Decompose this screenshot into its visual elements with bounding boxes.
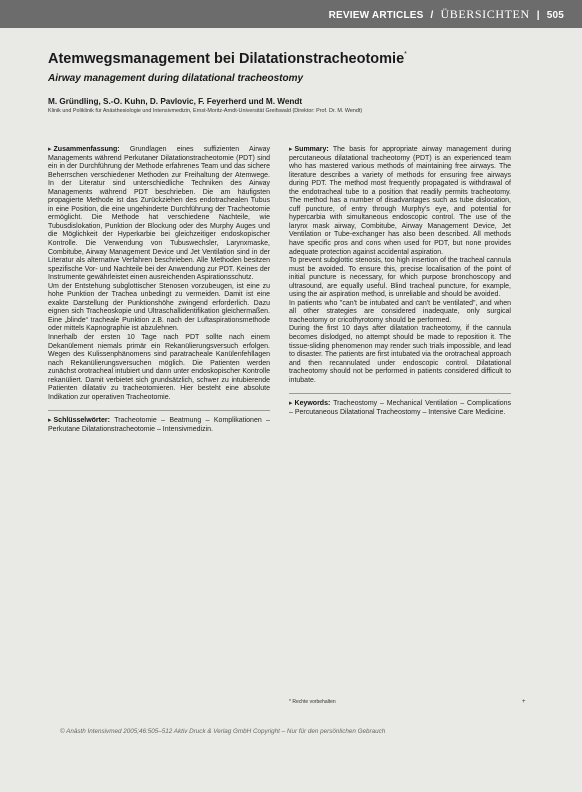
section-de: ÜBERSICHTEN	[440, 7, 530, 21]
header-bar	[0, 0, 582, 28]
german-keywords	[48, 417, 270, 434]
column-divider	[289, 393, 511, 394]
affiliation: Klinik und Poliklinik für Anästhesiologie und Intensivmedizin, Ernst-Moritz-Arndt-Universität Greifswald (Direktor: Prof. Dr. M. Wendt)	[48, 108, 363, 114]
german-summary-text-1: Grundlagen eines suffizienten Airway Managements während Perkutaner Dilatationstracheotomie (PDT) sind ein in der Durchführung der Methode erfahrenes Team und das sichere Beherrschen verschiedener Methoden zur Freihaltung der Atemwege. In der Literatur sind unterschiedliche Techniken des Airway Managements während PDT beschrieben. Die am häufigsten propagierte Methode ist das Zurückziehen des endotrachealen Tubus in eine Position, die eine ungehinderte Durchführung der Tracheotomie ermöglicht. Die Methode hat verschiedene Nachteile, wie Tubusdislokation, Punktion der Blockung oder des Murphy Auges und die Möglichkeit der Hyperkarbie bei gleichzeitiger endoskopischer Kontrolle. Die Verwendung von Tubuswechsler, Larynxmaske, Combitube, Airway Management Device und Jet Ventilation sind in der Literatur als alternative Verfahren beschrieben. Alle Methoden besitzen spezifische Vor- und Nachteile bei der Anwendung zur PDT. Keines der Instrumente gewährleistet einen ausreichenden Aspirationsschutz.	[48, 146, 270, 282]
english-summary-p4: During the first 10 days after dilatation tracheotomy, if the cannula becomes dislodged, no attempt should be made to reposition it. The tissue-sliding phenomenon may render such trials impossible, and lead to disaster. The patients are first intubated via the orotracheal approach and then recannulated under endoscopic control. Dilatational tracheotomy should not be performed in patients considered difficult to intubate.	[289, 325, 511, 384]
english-summary-p3: In patients who "can't be intubated and can't be ventilated", and when all other strategies are considered inadequate, only surgical tracheotomy or cricothyrotomy should be performed.	[289, 299, 511, 324]
page-number: 505	[546, 10, 564, 21]
page-footer: © Anästh Intensivmed 2005;46:505–512 Aktiv Druck & Verlag GmbH Copyright – Nur für den persönlichen Gebrauch	[60, 728, 386, 735]
running-header	[329, 7, 564, 22]
title-text: Atemwegsmanagement bei Dilatationstracheotomie	[48, 51, 405, 67]
english-summary-p2: To prevent subglottic stenosis, too high insertion of the tracheal cannula must be avoided. To ensure this, precise localisation of the point of initial puncture is necessary, for which purpose bronchoscopy and ultrasound, are equally useful. Blind tracheal puncture, for example, using the air aspiration method, is unreliable and should be avoided.	[289, 257, 511, 299]
title-footnote-mark: *	[404, 51, 407, 58]
german-summary-p3: Innerhalb der ersten 10 Tage nach PDT sollte nach einem Dekanülement niemals primär ein Rekanülierungsversuch erfolgen. Wegen des Kulissenphänomens sind paratracheale Kanülenfehllagen nach Rekanülierungsversuchen möglich. Die Patienten werden zunächst orotracheal intubiert und dann unter endoskopischer Kontrolle rekanüliert. Damit verbietet sich grundsätzlich, schwer zu intubierende Patienten dilatativ zu tracheotomieren. Hier besteht eine absolute Indikation zur operativen Tracheotomie.	[48, 334, 270, 401]
arrow-icon: ▸	[48, 146, 52, 153]
article-title	[48, 51, 407, 67]
footnote-mark: +	[522, 699, 526, 705]
page-separator: |	[536, 10, 540, 21]
author-list: M. Gründling, S.-O. Kuhn, D. Pavlovic, F. Feyerherd und M. Wendt	[48, 97, 303, 106]
german-keywords-heading: Schlüsselwörter:	[53, 417, 110, 425]
english-keywords	[289, 400, 511, 417]
arrow-icon: ▸	[48, 417, 52, 425]
column-divider	[48, 410, 270, 411]
english-abstract-column	[289, 146, 511, 417]
german-abstract-column	[48, 146, 270, 435]
english-keywords-text: Tracheostomy – Mechanical Ventilation – Complications – Percutaneous Dilatational Tracheostomy – Intensive Care Medicine.	[289, 400, 511, 416]
english-summary-heading: Summary:	[294, 146, 329, 153]
arrow-icon: ▸	[289, 400, 293, 408]
german-summary-heading: Zusammenfassung:	[53, 146, 120, 153]
german-summary-p2: Um der Entstehung subglottischer Stenosen vorzubeugen, ist eine zu hohe Punktion der Trachea unbedingt zu vermeiden. Damit ist eine exakte Darstellung der Punktionshöhe zwingend erforderlich. Dazu eignen sich Tracheoskopie und Ultraschallidentifikation gleichermaßen. Eine „blinde“ tracheale Punktion z.B. nach der Luftaspirationsmethode oder mittels Kapnographie ist abzulehnen.	[48, 282, 270, 333]
section-en: REVIEW ARTICLES	[328, 10, 424, 21]
english-keywords-heading: Keywords:	[294, 400, 331, 408]
article-subtitle: Airway management during dilatational tracheostomy	[48, 73, 304, 84]
footnote: * Rechte vorbehalten	[289, 699, 336, 705]
german-keywords-text: Tracheotomie – Beatmung – Komplikationen – Perkutane Dilatationstracheotomie – Intensivmedizin.	[48, 417, 270, 433]
section-separator: /	[430, 10, 434, 21]
german-summary-p1	[48, 146, 270, 283]
english-summary-p1	[289, 146, 511, 257]
english-summary-text-1: The basis for appropriate airway management during percutaneous dilatational tracheotomy (PDT) is an experienced team who has mastered various methods of maintaining free airways. The literature describes a variety of methods for ensuring free airways during PDT. The method most frequently propagated is withdrawal of the endotracheal tube to a position that readily permits tracheotomy. The method has a number of disadvantages such as tube dislocation, cuff puncture, of entry through Murphy's eye, and potential for hypercarbia with simultaneous endoscopic control. The use of the larynx mask airway, Combitube, Airway Management Device, Jet Ventilation or Tube-exchanger has also been described. All methods have specific pros and cons when used for PDT, but none provides adequate protection against accidental aspiration.	[289, 146, 511, 256]
arrow-icon: ▸	[289, 146, 293, 153]
